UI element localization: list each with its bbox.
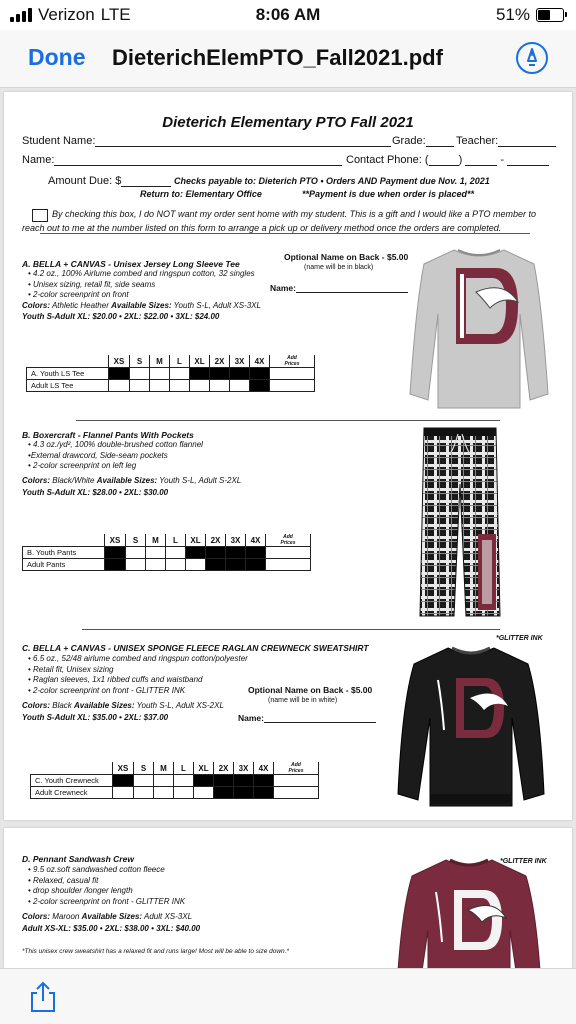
size-header: 2X	[214, 762, 234, 775]
clock: 8:06 AM	[255, 5, 321, 24]
status-bar	[0, 0, 576, 30]
phone-dash: -	[500, 154, 505, 166]
checks-payable-text: Checks payable to: Dieterich PTO • Orders AND Payment due Nov. 1, 2021	[174, 176, 490, 186]
name-field[interactable]	[22, 154, 342, 166]
name-label: Name:	[22, 154, 55, 166]
bullet: 2-color screenprint on front - GLITTER INK	[33, 896, 186, 906]
divider	[76, 420, 500, 421]
size-header: S	[130, 355, 150, 368]
row-label: Adult Pants	[23, 559, 105, 571]
divider	[40, 233, 530, 234]
add-prices-text: Add	[291, 762, 301, 768]
battery-info	[496, 5, 564, 25]
product-a-size-table[interactable]	[26, 355, 315, 392]
sizes-label: Available Sizes:	[74, 701, 135, 710]
flannel-pants-image	[418, 424, 502, 620]
navigation-bar	[0, 30, 576, 88]
colors-value: Maroon	[52, 912, 80, 921]
network-type: LTE	[100, 5, 131, 24]
product-a-colors	[22, 301, 261, 312]
form-title: Dieterich Elementary PTO Fall 2021	[162, 114, 414, 131]
product-d-note: *This unisex crew sweatshirt has a relaxed fit and runs large! Most will be able to size down.*	[22, 948, 289, 955]
product-c-optional-note: (name will be in white)	[268, 697, 338, 704]
product-c-size-table[interactable]	[30, 762, 319, 799]
table-row[interactable]	[31, 775, 319, 787]
sizes-value: Adult XS-3XL	[144, 912, 193, 921]
sizes-value: Youth S-L, Adult XS-2XL	[136, 701, 224, 710]
bullet: 2-color screenprint on left leg	[33, 461, 137, 470]
row-label: Adult LS Tee	[27, 380, 109, 392]
table-row[interactable]	[27, 380, 315, 392]
teacher-field[interactable]	[456, 135, 556, 147]
markup-button[interactable]	[516, 42, 548, 74]
product-b-title: B. Boxercraft - Flannel Pants With Pockets	[22, 430, 194, 440]
size-header: L	[170, 355, 190, 368]
product-d-prices: Adult XS-XL: $35.00 • 2XL: $38.00 • 3XL: $40.00	[22, 924, 201, 933]
product-c-prices: Youth S-Adult XL: $35.00 • 2XL: $37.00	[22, 713, 169, 722]
bullet: drop shoulder /longer length	[33, 886, 133, 895]
student-name-field[interactable]	[22, 135, 391, 147]
battery-percent: 51%	[495, 5, 530, 24]
teacher-label: Teacher:	[456, 135, 499, 147]
pdf-page-1[interactable]	[4, 92, 572, 820]
long-sleeve-tee-image	[406, 244, 552, 416]
student-name-label: Student Name:	[22, 135, 96, 147]
product-a-title: A. BELLA + CANVAS - Unisex Jersey Long Sleeve Tee	[22, 259, 240, 269]
size-header: 3X	[230, 355, 250, 368]
size-header: 2X	[210, 355, 230, 368]
row-label: B. Youth Pants	[23, 547, 105, 559]
product-d-colors	[22, 912, 192, 923]
divider	[82, 629, 500, 630]
colors-label: Colors:	[22, 476, 50, 485]
product-b-colors	[22, 476, 241, 487]
size-header: 3X	[226, 534, 246, 547]
row-label: C. Youth Crewneck	[31, 775, 113, 787]
bullet: Raglan sleeves, 1x1 ribbed cuffs and waistband	[33, 675, 203, 684]
product-b-prices: Youth S-Adult XL: $28.00 • 2XL: $30.00	[22, 488, 169, 497]
sizes-value: Youth S-L, Adult S-2XL	[159, 476, 242, 485]
return-to-text: Return to: Elementary Office	[140, 189, 262, 199]
grade-label: Grade:	[392, 135, 426, 147]
add-prices-text: Add	[287, 355, 297, 361]
size-header: 2X	[206, 534, 226, 547]
sizes-label: Available Sizes:	[111, 301, 172, 310]
product-a-name-field[interactable]	[270, 282, 408, 293]
add-prices-header	[266, 534, 311, 547]
product-b-bullets: • 4.3 oz./yd², 100% double-brushed cotton flannel •External drawcord, Side-seam pockets • 2-color screenprint on left leg	[28, 440, 203, 470]
size-header: XL	[186, 534, 206, 547]
name-label: Name:	[238, 713, 264, 723]
product-b-size-table[interactable]	[22, 534, 311, 571]
product-d-glitter: *GLITTER INK	[500, 858, 547, 865]
product-c-name-field[interactable]	[238, 712, 376, 723]
bullet: 2-color screenprint on front - GLITTER INK	[33, 685, 186, 695]
pdf-page-2[interactable]	[4, 828, 572, 968]
black-crewneck-image	[396, 644, 546, 810]
size-header: XS	[105, 534, 126, 547]
size-header: S	[126, 534, 146, 547]
markup-pen-icon	[518, 44, 546, 72]
size-header: L	[166, 534, 186, 547]
add-prices-header	[274, 762, 319, 775]
product-a-optional: Optional Name on Back - $5.00	[284, 252, 409, 262]
colors-value: Athletic Heather	[51, 301, 109, 310]
grade-field[interactable]	[392, 135, 454, 147]
table-row[interactable]	[31, 787, 319, 799]
bullet: 4.2 oz., 100% Airlume combed and ringspun cotton, 32 singles	[33, 269, 255, 278]
sizes-label: Available Sizes:	[96, 476, 158, 485]
amount-due-field[interactable]	[48, 175, 171, 187]
product-c-bullets: • 6.5 oz., 52/48 airlume combed and ringspun cotton/polyester • Retail fit, Unisex sizing • Raglan sleeves, 1x1 ribbed cuffs and waistband • 2-color screenprint on front - GLITTER INK	[28, 654, 248, 695]
bullet: External drawcord, Side-seam pockets	[30, 450, 168, 460]
size-header: XS	[109, 355, 130, 368]
gift-checkbox[interactable]	[32, 209, 48, 222]
row-label: A. Youth LS Tee	[27, 368, 109, 380]
product-a-prices: Youth S-Adult XL: $20.00 • 2XL: $22.00 • 3XL: $24.00	[22, 312, 220, 321]
add-prices-text: Prices	[280, 540, 296, 546]
colors-value: Black/White	[52, 476, 95, 485]
colors-value: Black	[52, 701, 72, 710]
add-prices-text: Prices	[288, 768, 304, 774]
bullet: 9.5 oz.soft sandwashed cotton fleece	[33, 865, 165, 874]
table-row[interactable]	[23, 559, 311, 571]
colors-label: Colors:	[22, 912, 50, 921]
size-header: M	[146, 534, 166, 547]
sizes-value: Youth S-L, Adult XS-3XL	[173, 301, 261, 310]
product-d-title: D. Pennant Sandwash Crew	[22, 854, 134, 864]
maroon-crew-image	[394, 856, 544, 968]
product-c-colors	[22, 701, 224, 712]
product-a-bullets: • 4.2 oz., 100% Airlume combed and ringspun cotton, 32 singles • Unisex sizing, retail fit, side seams • 2-color screenprint on front	[28, 269, 255, 299]
size-header: XL	[194, 762, 214, 775]
size-header: 3X	[234, 762, 254, 775]
contact-phone-field[interactable]	[346, 154, 549, 166]
bullet: Unisex sizing, retail fit, side seams	[33, 279, 156, 289]
bullet: Retail fit, Unisex sizing	[33, 664, 114, 674]
row-label: Adult Crewneck	[31, 787, 113, 799]
carrier-name: Verizon	[38, 5, 95, 24]
table-row[interactable]	[23, 547, 311, 559]
phone-paren: )	[458, 154, 463, 166]
share-icon	[28, 981, 58, 1013]
bullet: Relaxed, casual fit	[33, 875, 99, 885]
size-header: 4X	[246, 534, 266, 547]
size-header: 4X	[250, 355, 270, 368]
size-header: M	[154, 762, 174, 775]
gift-text-2: reach out to me at the number listed on this form to arrange a pick up or delivery method once the orders are completed.	[22, 223, 502, 233]
done-button[interactable]: Done	[28, 44, 86, 70]
size-header: 4X	[254, 762, 274, 775]
size-header: XL	[190, 355, 210, 368]
name-label: Name:	[270, 283, 296, 293]
document-title: DieterichElemPTO_Fall2021.pdf	[112, 45, 443, 70]
product-a-optional-note: (name will be in black)	[304, 264, 374, 271]
product-c-optional: Optional Name on Back - $5.00	[248, 685, 373, 695]
add-prices-text: Add	[283, 534, 293, 540]
bullet: 6.5 oz., 52/48 airlume combed and ringspun cotton/polyester	[33, 654, 248, 663]
colors-label: Colors:	[22, 701, 50, 710]
add-prices-text: Prices	[284, 361, 300, 367]
size-header: S	[134, 762, 154, 775]
size-header: M	[150, 355, 170, 368]
share-button[interactable]	[28, 981, 58, 1013]
add-prices-header	[270, 355, 315, 368]
sizes-label: Available Sizes:	[81, 912, 143, 921]
colors-label: Colors:	[22, 301, 50, 310]
bottom-toolbar	[0, 968, 576, 1024]
battery-icon	[536, 8, 564, 22]
bullet: 4.3 oz./yd², 100% double-brushed cotton flannel	[33, 440, 203, 449]
size-header: XS	[113, 762, 134, 775]
product-d-bullets: • 9.5 oz.soft sandwashed cotton fleece • Relaxed, casual fit • drop shoulder /longer length • 2-color screenprint on front - GLITTER INK	[28, 865, 186, 906]
product-c-glitter: *GLITTER INK	[496, 635, 543, 642]
bullet: 2-color screenprint on front	[33, 290, 129, 299]
payment-due-text: **Payment is due when order is placed**	[302, 189, 475, 199]
size-header: L	[174, 762, 194, 775]
contact-phone-label: Contact Phone: (	[346, 154, 429, 166]
table-row[interactable]	[27, 368, 315, 380]
product-c-title: C. BELLA + CANVAS - UNISEX SPONGE FLEECE RAGLAN CREWNECK SWEATSHIRT	[22, 643, 369, 653]
gift-text-1: By checking this box, I do NOT want my order sent home with my student. This is a gift and I would like a PTO member to	[52, 209, 537, 219]
amount-due-label: Amount Due: $	[48, 175, 122, 187]
